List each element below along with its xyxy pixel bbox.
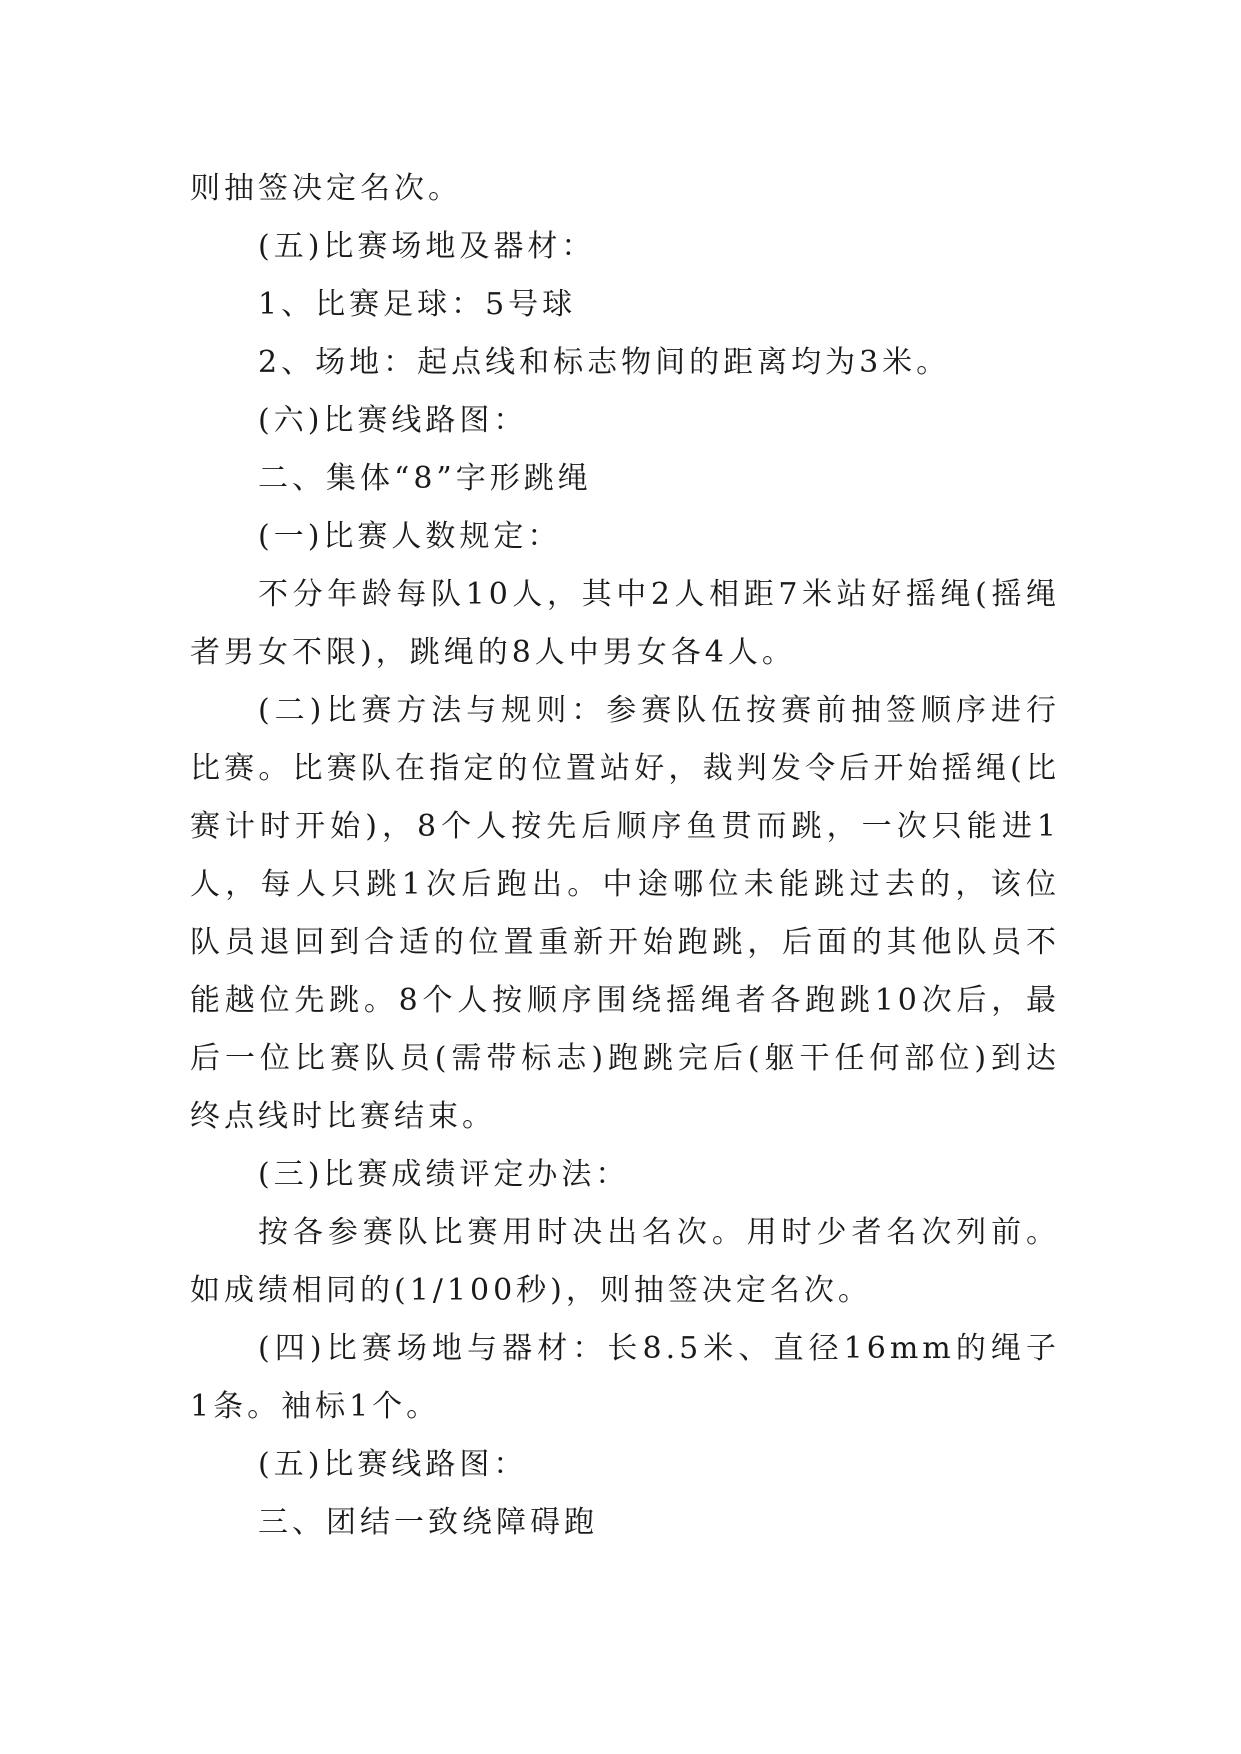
document-body	[190, 160, 1060, 1552]
section-heading-obstacle-run: 三、团结一致绕障碍跑	[258, 1505, 598, 1540]
paragraph-equipment: (四)比赛场地与器材：长8.5米、直径16mm的绳子1条。袖标1个。	[190, 1331, 1060, 1424]
paragraph-field-distance: 2、场地：起点线和标志物间的距离均为3米。	[258, 345, 951, 380]
paragraph-scoring-heading: (三)比赛成绩评定办法：	[258, 1157, 630, 1192]
paragraph-venue-heading: (五)比赛场地及器材：	[258, 229, 596, 264]
paragraph-continuation: 则抽签决定名次。	[190, 171, 462, 206]
paragraph-football: 1、比赛足球：5号球	[258, 287, 577, 322]
paragraph-route-heading: (六)比赛线路图：	[258, 403, 528, 438]
paragraph-team-size-heading: (一)比赛人数规定：	[258, 519, 562, 554]
section-heading-jump-rope: 二、集体“8”字形跳绳	[258, 461, 592, 496]
paragraph-team-size: 不分年龄每队10人，其中2人相距7米站好摇绳(摇绳者男女不限)，跳绳的8人中男女各4人。	[190, 577, 1060, 670]
paragraph-route-heading-2: (五)比赛线路图：	[258, 1447, 528, 1482]
paragraph-scoring: 按各参赛队比赛用时决出名次。用时少者名次列前。如成绩相同的(1/100秒)，则抽签决定名次。	[190, 1215, 1060, 1308]
paragraph-rules: (二)比赛方法与规则：参赛队伍按赛前抽签顺序进行比赛。比赛队在指定的位置站好，裁判发令后开始摇绳(比赛计时开始)，8个人按先后顺序鱼贯而跳，一次只能进1人，每人只跳1次后跑出。中途哪位未能跳过去的，该位队员退回到合适的位置重新开始跑跳，后面的其他队员不能越位先跳。8个人按顺序围绕摇绳者各跑跳10次后，最后一位比赛队员(需带标志)跑跳完后(躯干任何部位)到达终点线时比赛结束。	[190, 693, 1060, 1134]
